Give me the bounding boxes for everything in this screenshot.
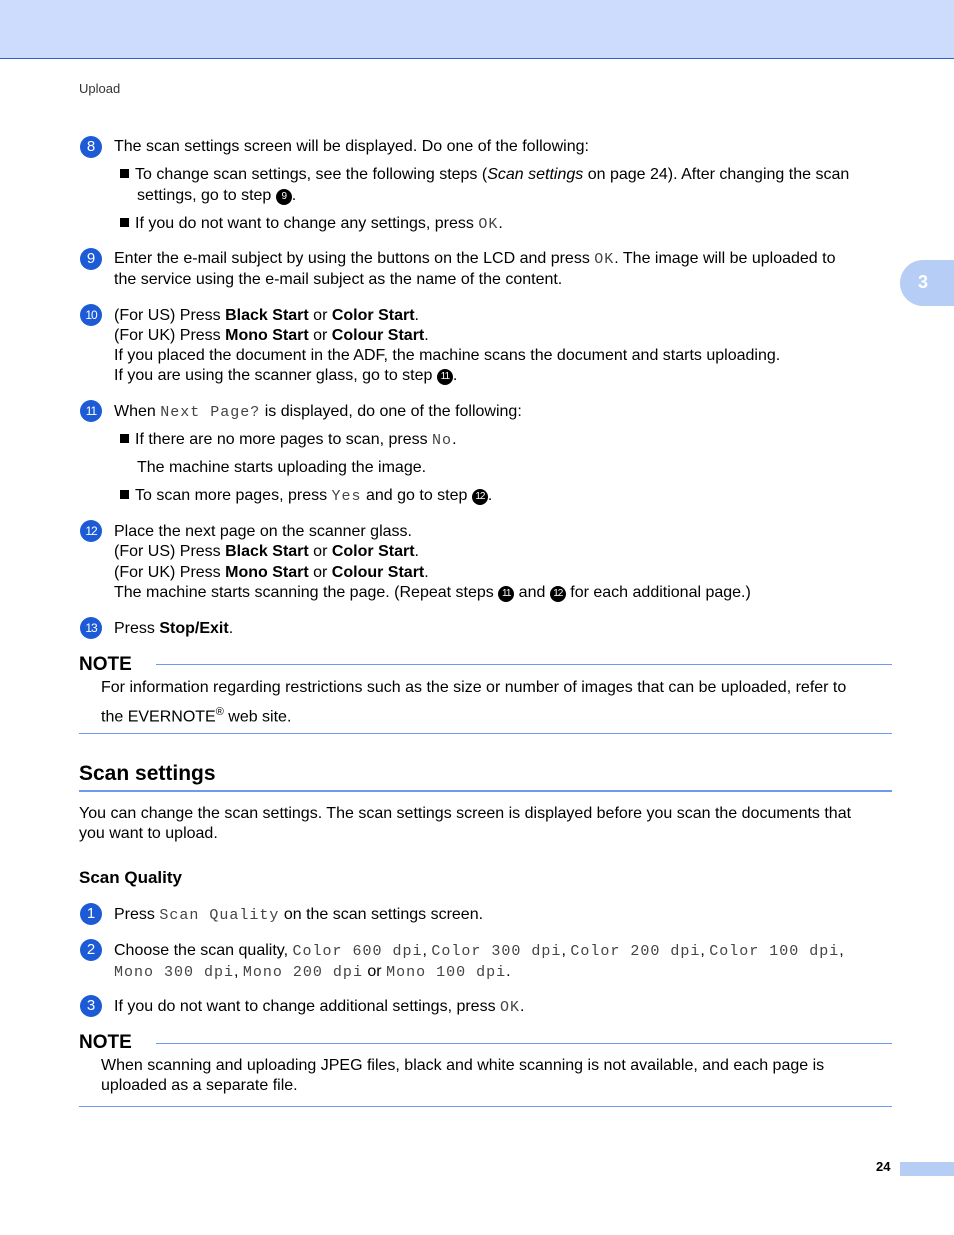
- step-10-adf: If you placed the document in the ADF, the machine scans the document and starts uploading.: [114, 347, 781, 364]
- scan-settings-link[interactable]: Scan settings: [487, 166, 584, 183]
- step-12-line-1: Place the next page on the scanner glass.: [114, 523, 412, 540]
- note-title-rule: [156, 664, 892, 665]
- note-title-rule: [156, 1043, 892, 1044]
- next-page-code: Next Page?: [160, 404, 261, 421]
- note-2-line-2: uploaded as a separate file.: [101, 1077, 298, 1094]
- page-number: 24: [876, 1159, 891, 1174]
- bullet-icon: [120, 434, 129, 443]
- note-2-bottom-rule: [79, 1106, 892, 1107]
- step-ref-12: 12: [472, 489, 488, 505]
- step-8-bullet-1-cont: settings, go to step 9 .: [137, 187, 297, 204]
- note-title: NOTE: [79, 654, 132, 675]
- quality-step-3-marker: 3: [80, 995, 102, 1017]
- step-8-bullet-2: If you do not want to change any settings, press OK.: [120, 214, 503, 235]
- ok-code: OK: [500, 999, 521, 1016]
- step-11-line-1: When Next Page? is displayed, do one of the following:: [114, 403, 522, 421]
- step-ref-12: 12: [550, 586, 566, 602]
- step-ref-9: 9: [276, 189, 292, 205]
- step-12-repeat: The machine starts scanning the page. (Repeat steps 11 and 12 for each additional page.): [114, 584, 751, 601]
- subsection-heading: Scan Quality: [79, 868, 182, 887]
- quality-step-2-marker: 2: [80, 939, 102, 961]
- section-heading: Scan settings: [79, 762, 216, 785]
- step-10-us: (For US) Press Black Start or Color Start.: [114, 307, 419, 324]
- ok-code: OK: [478, 216, 499, 233]
- step-12-marker: 12: [80, 520, 102, 542]
- scan-quality-code: Scan Quality: [159, 907, 280, 924]
- bullet-icon: [120, 218, 129, 227]
- step-10-glass: If you are using the scanner glass, go to step 11 .: [114, 367, 458, 384]
- note-1-line-2: the EVERNOTE® web site.: [101, 706, 292, 726]
- no-code: No: [432, 432, 453, 449]
- page-number-tab: [900, 1162, 954, 1176]
- step-8-marker: 8: [80, 136, 102, 158]
- quality-step-1-text: Press Scan Quality on the scan settings screen.: [114, 906, 484, 924]
- chapter-tab: [900, 260, 954, 306]
- note-2-line-1: When scanning and uploading JPEG files, black and white scanning is not available, and each page is: [101, 1057, 825, 1074]
- note-1-bottom-rule: [79, 733, 892, 734]
- ok-code: OK: [594, 251, 615, 268]
- breadcrumb: Upload: [79, 81, 121, 96]
- step-ref-11: 11: [498, 586, 514, 602]
- quality-step-2-line-1: Choose the scan quality, Color 600 dpi, Color 300 dpi, Color 200 dpi, Color 100 dpi,: [114, 942, 844, 960]
- chapter-number: 3: [917, 272, 928, 292]
- step-11-bullet-2: To scan more pages, press Yes and go to step 12 .: [120, 486, 492, 507]
- step-8-bullet-1: To change scan settings, see the following steps (Scan settings on page 24). After changing the scan: [120, 165, 849, 185]
- note-1-line-1: For information regarding restrictions such as the size or number of images that can be uploaded, refer to: [101, 679, 847, 696]
- quality-step-2-line-2: Mono 300 dpi, Mono 200 dpi or Mono 100 dpi.: [114, 963, 511, 981]
- step-13-marker: 13: [80, 617, 102, 639]
- step-8-text: The scan settings screen will be displayed. Do one of the following:: [114, 138, 589, 155]
- bullet-icon: [120, 169, 129, 178]
- quality-step-1-marker: 1: [80, 903, 102, 925]
- section-intro-line-2: you want to upload.: [79, 825, 218, 842]
- page-header-band: [0, 0, 954, 59]
- step-10-marker: 10: [80, 304, 102, 326]
- bullet-icon: [120, 490, 129, 499]
- step-12-uk: (For UK) Press Mono Start or Colour Start.: [114, 564, 429, 581]
- step-11-bullet-1: If there are no more pages to scan, press No.: [120, 430, 457, 451]
- step-12-us: (For US) Press Black Start or Color Start.: [114, 543, 419, 560]
- yes-code: Yes: [331, 488, 362, 505]
- step-13-text: Press Stop/Exit.: [114, 620, 234, 637]
- section-intro-line-1: You can change the scan settings. The scan settings screen is displayed before you scan the documents that: [79, 805, 852, 822]
- step-9-marker: 9: [80, 248, 102, 270]
- section-heading-rule: [79, 790, 892, 792]
- step-10-uk: (For UK) Press Mono Start or Colour Start.: [114, 327, 429, 344]
- step-ref-11: 11: [437, 369, 453, 385]
- quality-step-3-text: If you do not want to change additional settings, press OK.: [114, 998, 525, 1016]
- step-11-bullet-1-sub: The machine starts uploading the image.: [137, 459, 427, 476]
- step-9-line-2: the service using the e-mail subject as the name of the content.: [114, 271, 563, 288]
- step-11-marker: 11: [80, 400, 102, 422]
- step-9-line-1: Enter the e-mail subject by using the buttons on the LCD and press OK. The image will be uploaded to: [114, 250, 836, 268]
- note-title: NOTE: [79, 1032, 132, 1053]
